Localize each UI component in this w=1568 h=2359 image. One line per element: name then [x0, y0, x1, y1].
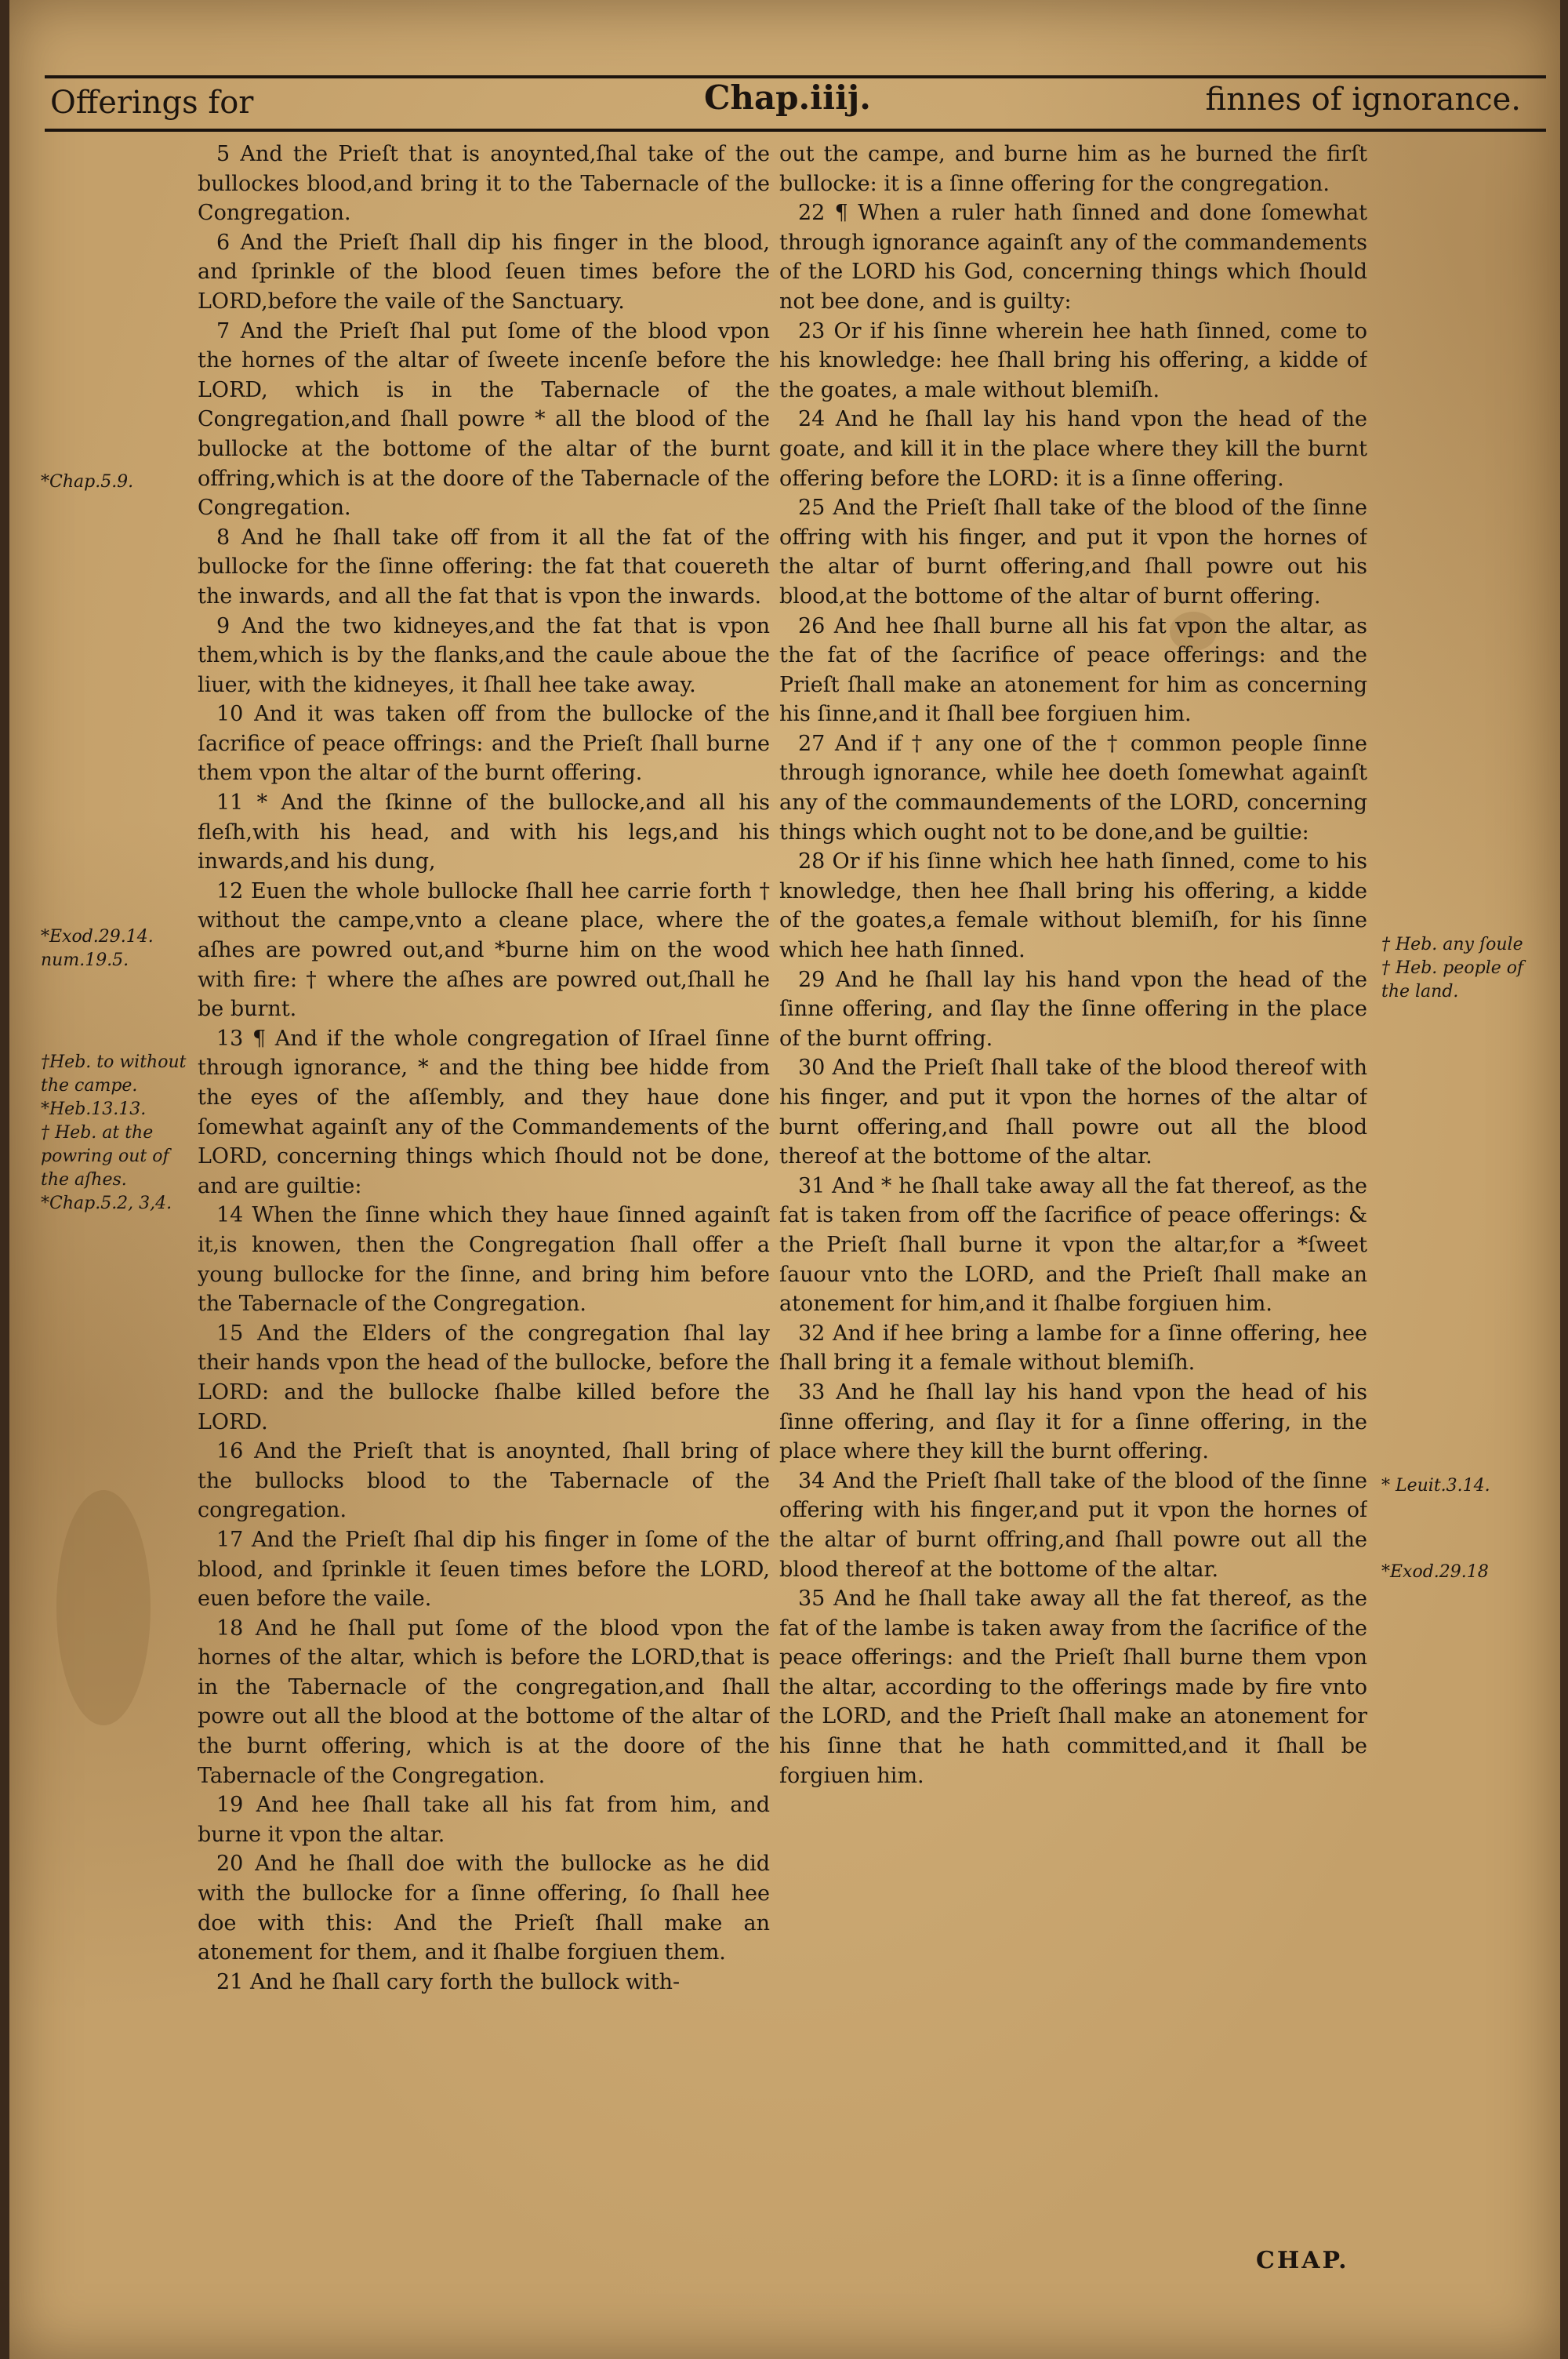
verse: 11 * And the ſkinne of the bullocke,and all his fleſh,with his head, and with his legs,and his inwards,and his dung,: [198, 791, 770, 874]
verse: 23 Or if his ſinne wherein hee hath ſinned, come to his knowledge: hee ſhall bring his offering, a kidde of the goates, a male without blemiſh.: [779, 318, 1367, 402]
margin-note-heb-camp: †Heb. to without the campe. *Heb.13.13. † Heb. at the powring out of the aſhes. *Chap.5.2, 3,4.: [41, 1052, 187, 1213]
margin-note-leuit: * Leuit.3.14.: [1381, 1476, 1490, 1496]
verse: 17 And the Prieſt ſhal dip his finger in ſome of the blood, and ſprinkle it ſeuen times before the LORD, euen before the vaile.: [198, 1527, 770, 1612]
verse: 32 And if hee bring a lambe for a ſinne offering, hee ſhall bring it a female without blemiſh.: [779, 1321, 1367, 1376]
verse: 5 And the Prieſt that is anoynted,ſhal take of the bullockes blood,and bring it to the Tabernacle of the Congregation.: [198, 142, 770, 226]
running-head-left: Offerings for: [50, 85, 254, 121]
verse: 27 And if † any one of the † common people ſinne through ignorance, while hee doeth ſomewhat againſt any of the commaundements of the LORD, concerning things which ought not to be done,and be guiltie:: [779, 731, 1367, 845]
running-head-right: finnes of ignorance.: [1205, 82, 1521, 118]
verse: 18 And he ſhall put ſome of the blood vpon the hornes of the altar, which is before the LORD,that is in the Tabernacle of the congregation,and ſhall powre out all the blood at the bottome of the altar of the burnt offering, which is at the doore of the Tabernacle of the Congregation.: [198, 1616, 770, 1788]
margin-note-exod2918: *Exod.29.18: [1381, 1562, 1489, 1582]
chapter-heading: Chap.iiij.: [704, 78, 871, 117]
verse: 26 And hee ſhall burne all his fat vpon the altar, as the fat of the ſacrifice of peace offerings: and the Prieſt ſhall make an atonement for him as concerning his ſinne,and it ſhall bee forgiuen him.: [779, 613, 1367, 727]
verse: 29 And he ſhall lay his hand vpon the head of the ſinne offering, and ſlay the ſinne offering in the place of the burnt offring.: [779, 967, 1367, 1051]
margin-note-heb-soule: † Heb. any ſoule † Heb. people of the land.: [1381, 935, 1524, 1001]
right-column: [779, 140, 1367, 2241]
verse: 30 And the Prieſt ſhall take of the blood thereof with his finger, and put it vpon the hornes of the altar of burnt offering,and ſhall powre out all the blood thereof at the bottome of the altar.: [779, 1056, 1367, 1169]
verse: 12 Euen the whole bullocke ſhall hee carrie forth † without the campe,vnto a cleane place, where the aſhes are powred out,and *burne him on the wood with fire: † where the aſhes are powred out,ſhall he be burnt.: [198, 878, 770, 1022]
verse: 24 And he ſhall lay his hand vpon the head of the goate, and kill it in the place where they kill the burnt offering before the LORD: it is a ſinne offering.: [779, 407, 1367, 491]
verse: 14 When the ſinne which they haue ſinned againſt it,is knowen, then the Congregation ſhall offer a young bullocke for the ſinne, and bring him before the Tabernacle of the Congregation.: [198, 1203, 770, 1317]
margin-note-chap59: *Chap.5.9.: [41, 472, 134, 492]
verse: 35 And he ſhall take away all the fat thereof, as the fat of the lambe is taken away from the ſacrifice of the peace offerings: and the Prieſt ſhall burne them vpon the altar, according to the offerings made by fire vnto the LORD, and the Prieſt ſhall make an atonement for his ſinne that he hath committed,and it ſhall be forgiuen him.: [779, 1587, 1367, 1788]
verse: 34 And the Prieſt ſhall take of the blood of the ſinne offering with his finger,and put it vpon the hornes of the altar of burnt offring,and ſhall powre out all the blood thereof at the bottome of the altar.: [779, 1468, 1367, 1582]
verse: 25 And the Prieſt ſhall take of the blood of the ſinne offring with his finger, and put it vpon the hornes of the altar of burnt offering,and ſhall powre out his blood,at the bottome of the altar of burnt offering.: [779, 496, 1367, 609]
verse: out the campe, and burne him as he burned the firſt bullocke: it is a ſinne offering for the congregation.: [779, 142, 1367, 196]
verse: 28 Or if his ſinne which hee hath ſinned, come to his knowledge, then hee ſhall bring his offering, a kidde of the goates,a female without blemiſh, for his ſinne which hee hath ſinned.: [779, 849, 1367, 963]
verse: 33 And he ſhall lay his hand vpon the head of his ſinne offering, and ſlay it for a ſinne offering, in the place where they kill the burnt offering.: [779, 1379, 1367, 1464]
verse: 9 And the two kidneyes,and the fat that is vpon them,which is by the flanks,and the caule aboue the liuer, with the kidneyes, it ſhall hee take away.: [198, 613, 770, 697]
verse: 15 And the Elders of the congregation ſhal lay their hands vpon the head of the bullocke, before the LORD: and the bullocke ſhalbe killed before the LORD.: [198, 1321, 770, 1434]
verse: 19 And hee ſhall take all his fat from him, and burne it vpon the altar.: [198, 1793, 770, 1847]
verse: 8 And he ſhall take off from it all the fat of the bullocke for the ſinne offering: the fat that couereth the inwards, and all the fat that is vpon the inwards.: [198, 525, 770, 609]
header-rule-bottom: [45, 129, 1546, 132]
catchword: CHAP.: [1256, 2247, 1349, 2274]
verse: 31 And * he ſhall take away all the fat thereof, as the fat is taken from off the ſacrifice of peace offerings: & the Prieſt ſhall burne it vpon the altar,for a *ſweet ſauour vnto the LORD, and the Prieſt ſhall make an atonement for him,and it ſhalbe forgiuen him.: [779, 1173, 1367, 1317]
verse: 21 And he ſhall cary forth the bullock with-: [216, 1969, 681, 1994]
page-stain: [56, 1490, 151, 1725]
verse: 20 And he ſhall doe with the bullocke as he did with the bullocke for a ſinne offering, ſo ſhall hee doe with this: And the Prieſt ſhall make an atonement for them, and it ſhalbe forgiuen them.: [198, 1852, 770, 1965]
verse: 16 And the Prieſt that is anoynted, ſhall bring of the bullocks blood to the Tabernacle of the congregation.: [198, 1439, 770, 1523]
left-column: [198, 140, 770, 2241]
verse: 13 ¶ And if the whole congregation of Iſrael ſinne through ignorance, * and the thing bee hidde from the eyes of the aſſembly, and they haue done ſomewhat againſt any of the Commandements of the LORD, concerning things which ſhould not be done, and are guiltie:: [198, 1026, 770, 1198]
verse: 6 And the Prieſt ſhall dip his finger in the blood, and ſprinkle of the blood ſeuen times before the LORD,before the vaile of the Sanctuary.: [198, 230, 770, 314]
bible-page: [9, 0, 1560, 2359]
margin-note-exod: *Exod.29.14. num.19.5.: [41, 927, 154, 970]
verse: 7 And the Prieſt ſhal put ſome of the blood vpon the hornes of the altar of ſweete incenſe before the LORD, which is in the Tabernacle of the Congregation,and ſhall powre * all the blood of the bullocke at the bottome of the altar of the burnt offring,which is at the doore of the Tabernacle of the Congregation.: [198, 318, 770, 521]
verse: 22 ¶ When a ruler hath ſinned and done ſomewhat through ignorance againſt any of the commandements of the LORD his God, concerning things which ſhould not bee done, and is guilty:: [779, 201, 1367, 314]
verse: 10 And it was taken off from the bullocke of the ſacrifice of peace offrings: and the Prieſt ſhall burne them vpon the altar of the burnt offering.: [198, 702, 770, 786]
